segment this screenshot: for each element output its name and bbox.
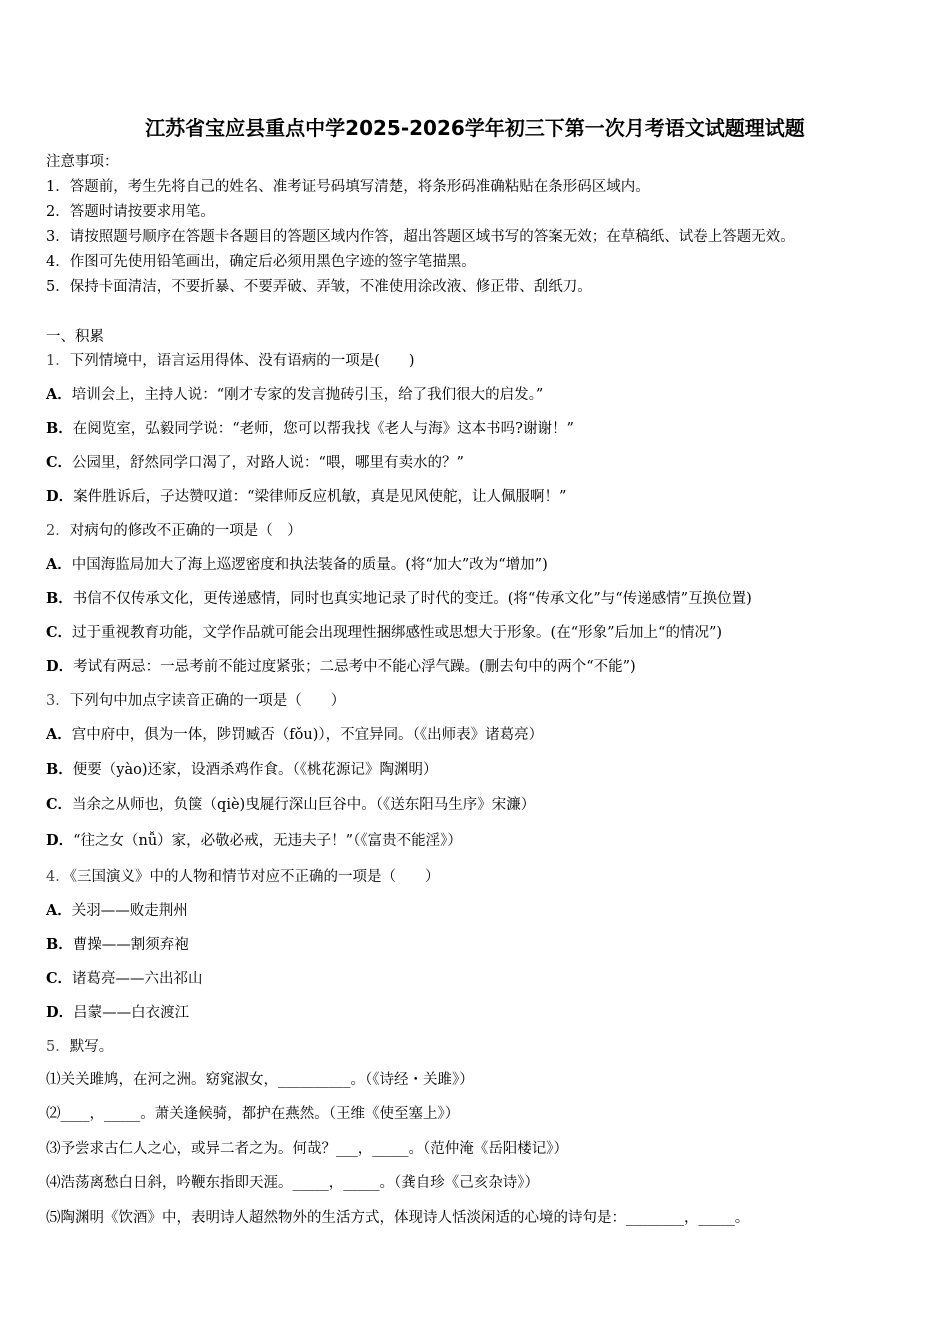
option-text: “往之女（nǚ）家，必敬必戒，无违夫子！”（《富贵不能淫》）: [73, 833, 462, 849]
option-label: B．: [46, 936, 73, 953]
option-b: [46, 761, 438, 779]
option-text: 关羽——败走荆州: [71, 903, 188, 919]
dictation-item: ⑷浩荡离愁白日斜，吟鞭东指即天涯。_____，_____。（龚自珍《己亥杂诗》）: [46, 1175, 539, 1191]
dictation-item: ⑶予尝求古仁人之心，或异二者之为。何哉？___，_____。（范仲淹《岳阳楼记》）: [46, 1141, 568, 1157]
option-label: D．: [46, 488, 74, 505]
option-a: [46, 726, 543, 744]
option-text: 在阅览室，弘毅同学说：“老师，您可以帮我找《老人与海》这本书吗?谢谢！”: [72, 421, 574, 437]
option-label: A．: [46, 726, 72, 743]
question-4: [46, 868, 439, 886]
option-text: 便要（yào)还家，设酒杀鸡作食。（《桃花源记》陶渊明）: [72, 762, 438, 778]
question-number: 5．: [46, 1039, 70, 1055]
question-stem: 默写。: [69, 1039, 114, 1055]
option-text: 诸葛亮——六出祁山: [72, 971, 203, 987]
option-a: [46, 556, 548, 574]
question-3: [46, 692, 345, 710]
option-text: 过于重视教育功能，文学作品就可能会出现理性捆绑感性或思想大于形象。(在“形象”后加上“的情况”): [72, 625, 723, 641]
option-a: [46, 386, 543, 404]
option-label: C．: [46, 796, 73, 813]
dictation-item: ⑵____，_____。萧关逢候骑，都护在燕然。（王维《使至塞上》）: [46, 1106, 460, 1122]
question-1: [46, 352, 415, 370]
option-c: [46, 624, 722, 642]
option-b: [46, 936, 189, 954]
option-text: 宫中府中，俱为一体，陟罚臧否（fǒu)），不宜异同。（《出师表》诸葛亮）: [71, 727, 544, 743]
option-text: 曹操——割须弃袍: [72, 937, 189, 953]
option-a: [46, 902, 188, 920]
section-heading: 一、积累: [46, 329, 104, 345]
question-number: 3．: [46, 693, 70, 709]
notice-item: 3．请按照题号顺序在答题卡各题目的答题区域内作答，超出答题区域书写的答案无效；在草稿纸、试卷上答题无效。: [46, 229, 795, 245]
option-c: [46, 454, 464, 472]
option-label: B．: [46, 420, 73, 437]
option-b: [46, 420, 574, 438]
option-label: C．: [46, 624, 73, 641]
question-5: [46, 1038, 113, 1056]
notice-item: 5．保持卡面清洁，不要折暴、不要弄破、弄皱，不准使用涂改液、修正带、刮纸刀。: [46, 279, 592, 295]
question-stem: 下列句中加点字读音正确的一项是（ ）: [69, 693, 346, 709]
option-text: 培训会上，主持人说：“刚才专家的发言抛砖引玉，给了我们很大的启发。”: [71, 387, 544, 403]
option-c: [46, 970, 203, 988]
option-d: [46, 1004, 189, 1022]
notice-item: 2．答题时请按要求用笔。: [46, 204, 215, 220]
dictation-item: ⑴关关雎鸠，在河之洲。窈窕淑女，__________。（《诗经・关雎》）: [46, 1072, 474, 1088]
option-d: [46, 488, 566, 506]
option-text: 考试有两忌：一忌考前不能过度紧张；二忌考中不能心浮气躁。(删去句中的两个“不能”): [73, 659, 636, 675]
question-number: 1．: [46, 353, 70, 369]
question-number: 4．: [46, 869, 70, 885]
question-stem: 下列情境中，语言运用得体、没有语病的一项是( ): [69, 353, 415, 369]
option-label: B．: [46, 761, 73, 778]
option-text: 公园里，舒然同学口渴了，对路人说：“喂，哪里有卖水的？”: [72, 455, 464, 471]
option-label: D．: [46, 832, 74, 849]
option-label: D．: [46, 658, 74, 675]
option-label: A．: [46, 902, 72, 919]
option-text: 书信不仅传承文化，更传递感情，同时也真实地记录了时代的变迁。(将“传承文化”与“传递感情”互换位置): [72, 591, 752, 607]
question-stem: 对病句的修改不正确的一项是（ ）: [69, 523, 302, 539]
option-label: A．: [46, 386, 72, 403]
notice-heading: 注意事项：: [46, 154, 119, 170]
option-d: [46, 832, 462, 850]
question-number: 2．: [46, 523, 70, 539]
page-title: 江苏省宝应县重点中学2025-2026学年初三下第一次月考语文试题理试题: [145, 116, 805, 140]
notice-item: 4．作图可先使用铅笔画出，确定后必须用黑色字迹的签字笔描黑。: [46, 254, 476, 270]
option-label: D．: [46, 1004, 74, 1021]
option-label: C．: [46, 970, 73, 987]
option-c: [46, 796, 535, 814]
option-text: 中国海监局加大了海上巡逻密度和执法装备的质量。(将“加大”改为“增加”): [71, 557, 548, 573]
option-label: C．: [46, 454, 73, 471]
option-d: [46, 658, 636, 676]
option-label: B．: [46, 590, 73, 607]
notice-item: 1．答题前，考生先将自己的姓名、准考证号码填写清楚，将条形码准确粘贴在条形码区域内。: [46, 179, 650, 195]
question-stem: 《三国演义》中的人物和情节对应不正确的一项是（ ）: [69, 869, 440, 885]
option-text: 当余之从师也，负箧（qiè)曳屣行深山巨谷中。（《送东阳马生序》宋濂）: [72, 797, 536, 813]
option-text: 吕蒙——白衣渡江: [73, 1005, 190, 1021]
option-label: A．: [46, 556, 72, 573]
option-text: 案件胜诉后，子达赞叹道：“梁律师反应机敏，真是见风使舵，让人佩服啊！”: [73, 489, 567, 505]
option-b: [46, 590, 752, 608]
dictation-item: ⑸陶渊明《饮酒》中，表明诗人超然物外的生活方式，体现诗人恬淡闲适的心境的诗句是：________，_____。: [46, 1210, 750, 1226]
question-2: [46, 522, 302, 540]
